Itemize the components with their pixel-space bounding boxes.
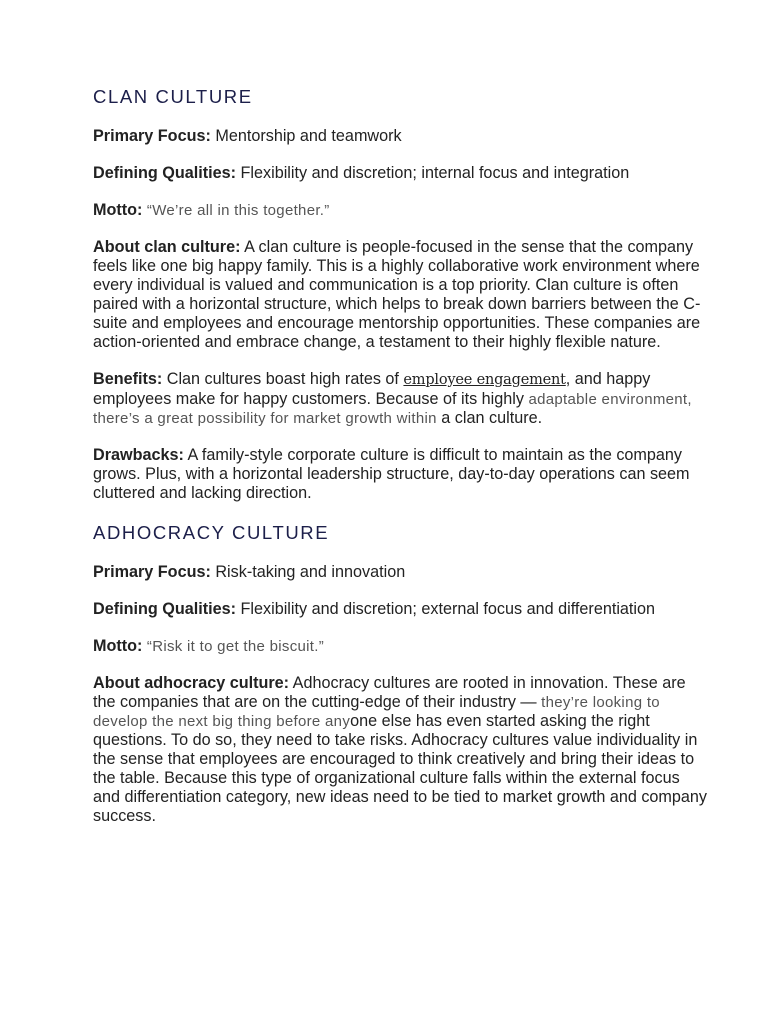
adhocracy-defining-label: Defining Qualities: (93, 600, 237, 618)
clan-drawbacks-text: A family-style corporate culture is difficult to maintain as the company grows. Plus, with a horizontal leadership structure, day-to-day operations can seem cluttered and lacking direction. (93, 446, 690, 502)
clan-primary-focus (93, 127, 708, 146)
employee-engagement-link[interactable]: employee engagement (403, 372, 566, 388)
adhocracy-defining-qualities (93, 600, 708, 619)
clan-defining-qualities (93, 164, 708, 183)
clan-primary-focus-text: Mentorship and teamwork (210, 127, 402, 145)
clan-benefits-text-2: , and happy employees make for happy customers. Because of its highly (93, 370, 651, 408)
clan-motto-label: Motto: (93, 201, 143, 219)
adhocracy-about-label: About adhocracy culture: (93, 674, 290, 692)
clan-benefits-text-4: a clan culture. (436, 409, 543, 427)
clan-benefits-text-3: adaptable environment, there’s a great possibility for market growth within (93, 391, 692, 427)
clan-motto (93, 201, 708, 220)
adhocracy-motto-text: “Risk it to get the biscuit.” (142, 638, 324, 655)
clan-about-text: A clan culture is people-focused in the sense that the company feels like one big happy family. This is a highly collaborative work environment where every individual is valued and communication is a top priority. Clan culture is often paired with a horizontal structure, which helps to break down barriers between the C-suite and employees and encourage mentorship opportunities. These companies are action-oriented and embrace change, a testament to their highly flexible nature. (93, 238, 701, 351)
adhocracy-about-text-2: they’re looking to develop the next big thing before any (93, 694, 660, 730)
clan-about-label: About clan culture: (93, 238, 241, 256)
adhocracy-primary-focus-label: Primary Focus: (93, 563, 211, 581)
adhocracy-about (93, 674, 708, 826)
adhocracy-about-text-3: one else has even started asking the right questions. To do so, they need to take risks. Adhocracy cultures value individuality in the sense that employees are encouraged to think creatively and bring their ideas to the table. Because this type of organizational culture falls within the external focus and differentiation category, new ideas need to be tied to market growth and company success. (93, 712, 708, 825)
adhocracy-primary-focus-text: Risk-taking and innovation (210, 563, 406, 581)
adhocracy-culture-heading: ADHOCRACY CULTURE (93, 522, 330, 543)
clan-defining-label: Defining Qualities: (93, 164, 237, 182)
clan-drawbacks (93, 446, 708, 503)
clan-motto-text: “We’re all in this together.” (142, 202, 330, 219)
clan-defining-text: Flexibility and discretion; internal focus and integration (236, 164, 630, 182)
clan-culture-heading: CLAN CULTURE (93, 86, 253, 107)
clan-primary-focus-label: Primary Focus: (93, 127, 211, 145)
clan-benefits-label: Benefits: (93, 370, 163, 388)
clan-about (93, 238, 708, 352)
clan-benefits (93, 370, 708, 428)
adhocracy-defining-text: Flexibility and discretion; external focus and differentiation (236, 600, 656, 618)
adhocracy-about-text-1: Adhocracy cultures are rooted in innovation. These are the companies that are on the cutting-edge of their industry — (93, 674, 686, 711)
adhocracy-primary-focus (93, 563, 708, 582)
adhocracy-motto-label: Motto: (93, 637, 143, 655)
clan-drawbacks-label: Drawbacks: (93, 446, 184, 464)
clan-benefits-text-1: Clan cultures boast high rates of (162, 370, 404, 388)
adhocracy-motto (93, 637, 708, 656)
